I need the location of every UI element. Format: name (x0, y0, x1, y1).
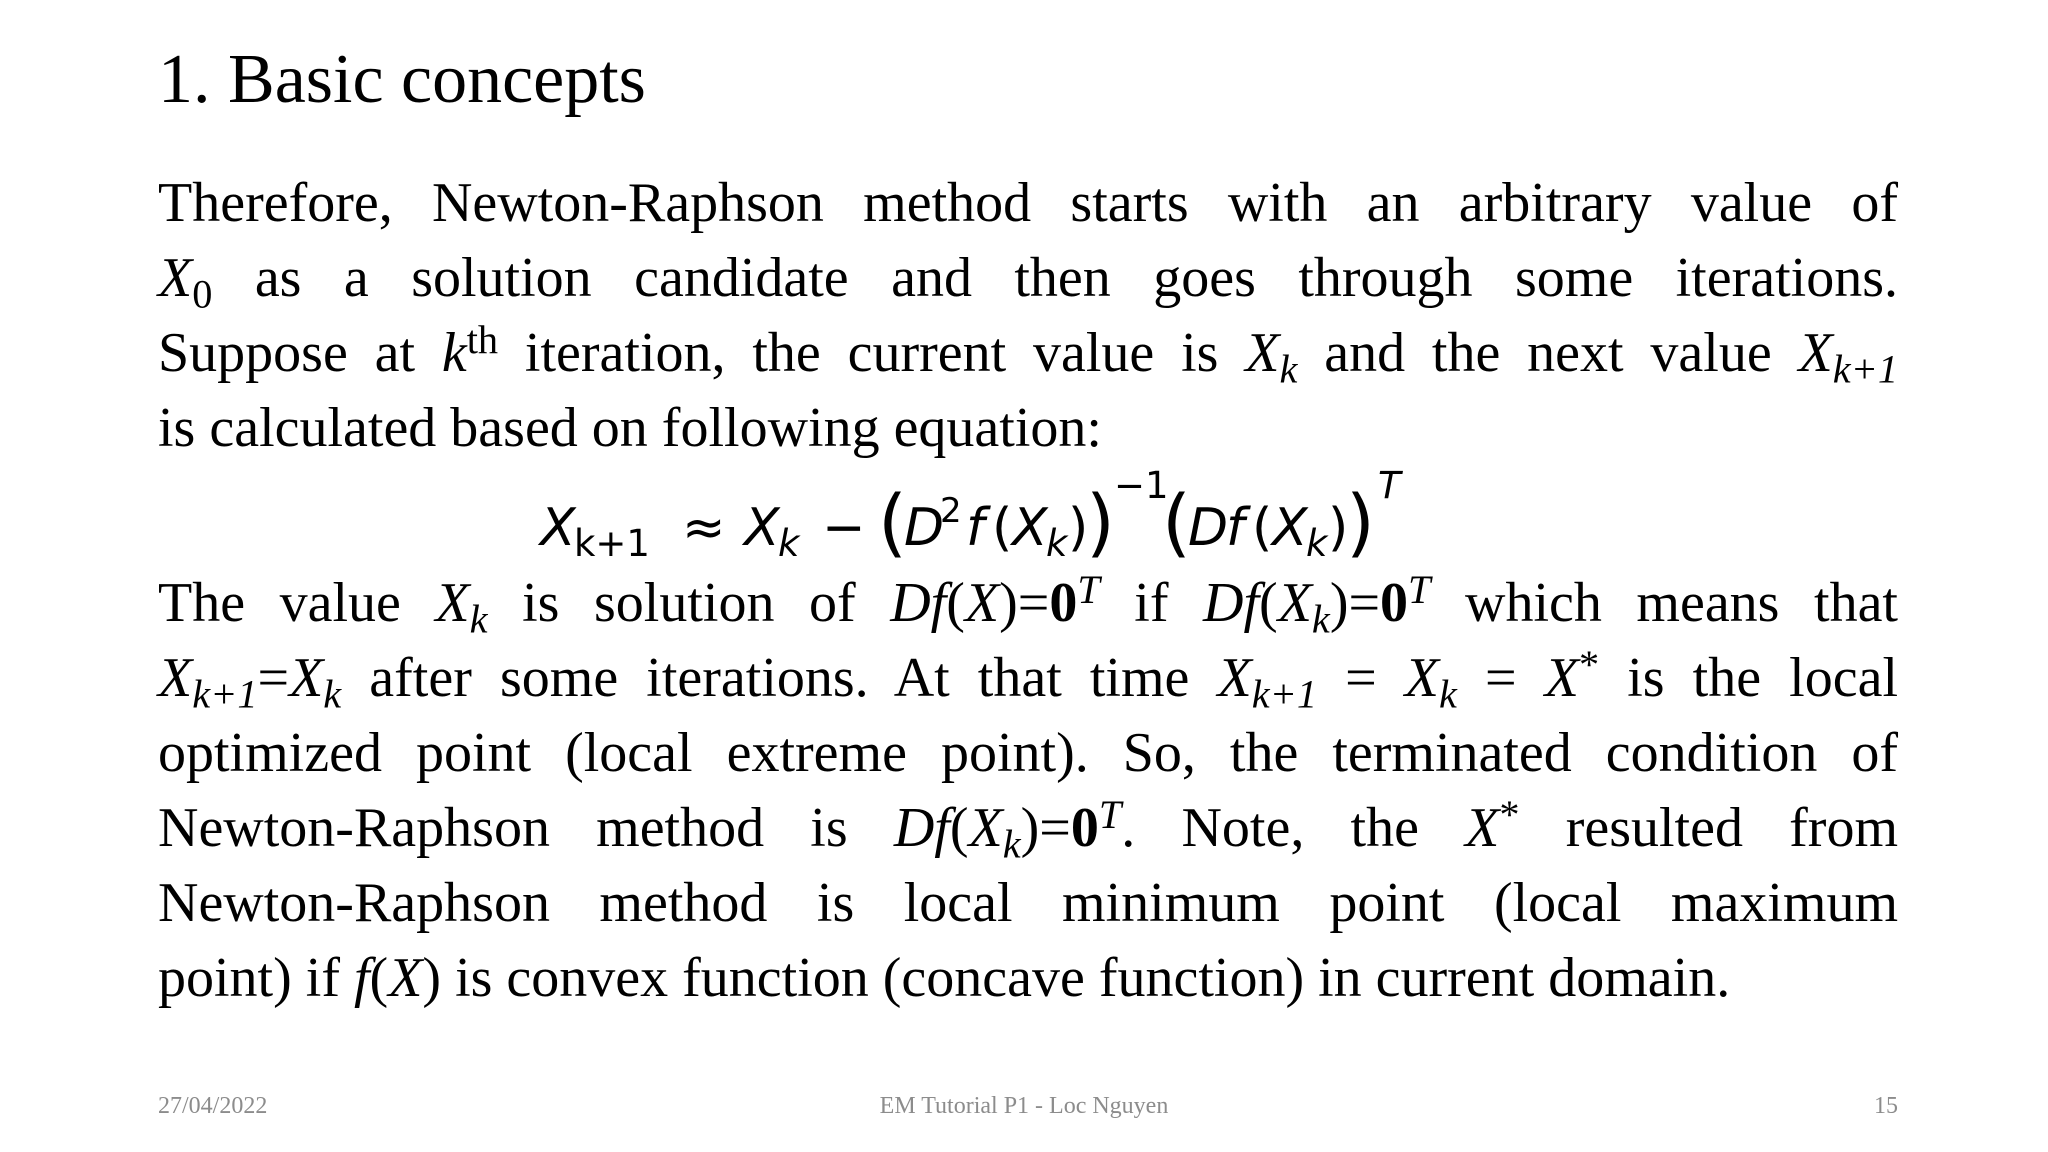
subscript-k: k (1311, 596, 1330, 642)
footer-title: EM Tutorial P1 - Loc Nguyen (879, 1093, 1169, 1119)
newton-raphson-equation (532, 466, 1532, 566)
paragraph-1 (158, 166, 1898, 466)
superscript-t: T (1408, 566, 1431, 612)
eq-lhs-sub: k+1 (574, 522, 650, 565)
eq-x-inner-1-sub: k (1046, 522, 1068, 565)
text-newton-raphson-method-is: Newton-Raphson method is (158, 797, 894, 859)
eq-xk-sub: k (778, 522, 800, 565)
subscript-k-plus-1: k+1 (1832, 346, 1898, 392)
var-xk: X (1404, 647, 1440, 709)
eq-x-inner-1: X (1012, 498, 1048, 558)
var-xk: X (1245, 322, 1280, 384)
eq-x-inner-2-sub: k (1306, 522, 1328, 565)
subscript-0: 0 (192, 271, 213, 317)
subscript-k: k (323, 671, 342, 717)
eq-d-exp: 2 (940, 491, 962, 531)
equals: = (257, 647, 290, 709)
text-which-means-that: which means that (1430, 572, 1898, 634)
var-xk: X (289, 647, 324, 709)
eq-close-paren-2: ) (1068, 498, 1089, 558)
footer-date: 27/04/2022 (158, 1093, 268, 1119)
var-x0: X (158, 247, 193, 309)
superscript-star: * (1578, 641, 1600, 687)
text-suppose-at: Suppose at (158, 322, 442, 384)
var-x-star: X (1465, 797, 1500, 859)
paragraph-1-line-3 (158, 316, 1898, 391)
var-xk1: X (1217, 647, 1252, 709)
var-xk1: X (158, 647, 193, 709)
var-x: X (964, 572, 1000, 634)
paragraph-1-line-2 (158, 241, 1898, 316)
equals: = (1317, 647, 1405, 709)
text-is-solution-of: is solution of (487, 572, 891, 634)
eq-minus: − (822, 498, 866, 558)
eq-close-paren-4: ) (1328, 498, 1349, 558)
superscript-t: T (1077, 566, 1100, 612)
eq-xk: X (744, 498, 780, 558)
eq-close-paren-1: ) (1086, 480, 1115, 566)
eq-f-1: f (966, 498, 985, 558)
paren: ( (369, 947, 389, 1009)
superscript-star: * (1499, 791, 1520, 837)
var-xk1: X (1798, 322, 1833, 384)
paragraph-2-line-4 (158, 791, 1898, 866)
text-point-if: point) if (158, 947, 354, 1009)
eq-open-paren-1: ( (878, 480, 907, 566)
eq-transpose-exp: T (1378, 466, 1401, 507)
eq-open-paren-2: ( (992, 498, 1013, 558)
text-note-the: . Note, the (1121, 797, 1466, 859)
paren-equals: )= (999, 572, 1050, 634)
text-is-the-local: is the local (1599, 647, 1898, 709)
eq-d-2: D (1188, 498, 1229, 558)
paragraph-2-line-6 (158, 941, 1898, 1016)
eq-approx: ≈ (682, 498, 726, 558)
text-is-convex-function: ) is convex function (concave function) in current domain. (422, 947, 1731, 1009)
paren: ( (1259, 572, 1278, 634)
subscript-k-plus-1: k+1 (192, 671, 258, 717)
eq-x-inner-2: X (1272, 498, 1308, 558)
superscript-th: th (466, 316, 499, 362)
eq-inverse-exp: −1 (1114, 466, 1169, 507)
var-xk: X (968, 797, 1003, 859)
slide-title: 1. Basic concepts (158, 41, 646, 118)
subscript-k: k (1279, 346, 1298, 392)
paragraph-2-line-2 (158, 641, 1898, 716)
text-next-value: and the next value (1297, 322, 1799, 384)
eq-lhs-x: X (540, 498, 576, 558)
equals: = (1456, 647, 1545, 709)
paren: ( (946, 572, 965, 634)
eq-f-2: f (1226, 498, 1245, 558)
subscript-k: k (1002, 821, 1021, 867)
paragraph-1-line-4: is calculated based on following equation: (158, 397, 1102, 459)
eq-open-paren-3: ( (1162, 480, 1191, 566)
text-iteration: iteration, the current value is (498, 322, 1246, 384)
paragraph-2-line-5: Newton-Raphson method is local minimum point (local maximum (158, 872, 1898, 934)
bold-zero: 0 (1380, 572, 1409, 634)
text-the-value: The value (158, 572, 436, 634)
paragraph-1-line-2-text: as a solution candidate and then goes through some iterations. (212, 247, 1898, 309)
bold-zero: 0 (1049, 572, 1078, 634)
superscript-t: T (1098, 791, 1122, 837)
eq-d-1: D (904, 498, 945, 558)
text-if: if (1099, 572, 1204, 634)
paren: ( (949, 797, 969, 859)
var-xk: X (1277, 572, 1312, 634)
text-after-some-iterations: after some iterations. At that time (341, 647, 1218, 709)
paren-equals: )= (1020, 797, 1071, 859)
text-resulted-from: resulted from (1519, 797, 1898, 859)
subscript-k: k (1439, 671, 1457, 717)
paragraph-2 (158, 566, 1898, 1016)
paren-equals: )= (1329, 572, 1381, 634)
paragraph-2-line-3: optimized point (local extreme point). So, the terminated condition of (158, 722, 1898, 784)
var-x: X (388, 947, 423, 1009)
eq-open-paren-4: ( (1252, 498, 1273, 558)
var-df: Df (1203, 572, 1260, 634)
bold-zero: 0 (1070, 797, 1099, 859)
var-df: Df (893, 797, 950, 859)
page-number: 15 (1874, 1093, 1898, 1119)
paragraph-2-line-1 (158, 566, 1898, 641)
paragraph-1-line-1: Therefore, Newton-Raphson method starts with an arbitrary value of (158, 172, 1898, 234)
subscript-k-plus-1: k+1 (1251, 671, 1317, 717)
var-df: Df (890, 572, 947, 634)
eq-close-paren-3: ) (1346, 480, 1375, 566)
subscript-k: k (469, 596, 488, 642)
var-k: k (441, 322, 467, 384)
var-xk: X (435, 572, 470, 634)
var-x-star: X (1544, 647, 1579, 709)
var-f: f (353, 947, 370, 1009)
